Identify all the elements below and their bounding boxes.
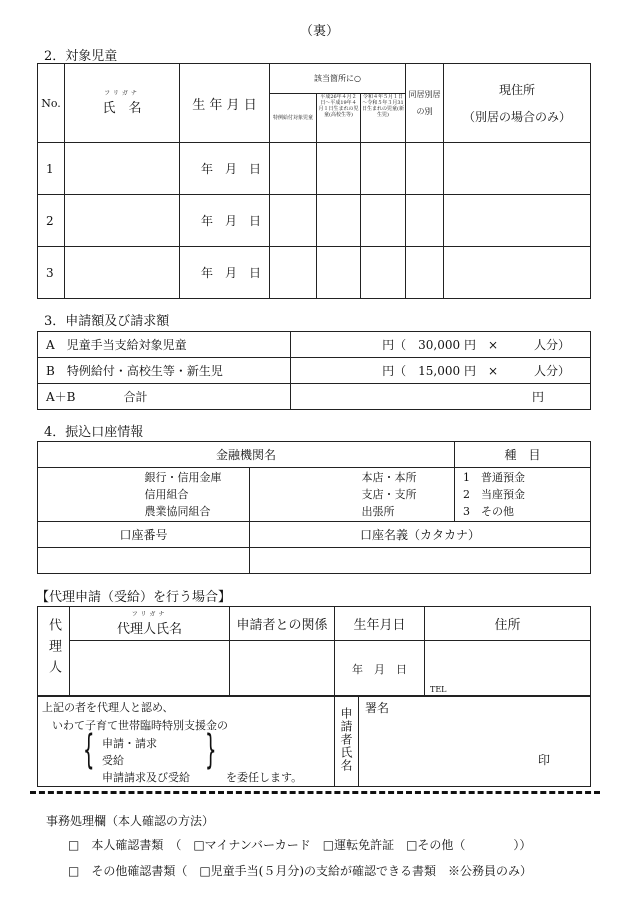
cohab-cell[interactable] (406, 247, 444, 299)
option-both[interactable]: 申請請求及び受給 (102, 771, 190, 784)
address-cell[interactable] (444, 247, 591, 299)
page-mark: （裏） (300, 24, 340, 39)
option-receive[interactable]: 受給 (102, 754, 124, 767)
amount-label-b: B 特例給付・高校生等・新生児 (38, 358, 291, 384)
header-agent-address: 住所 (425, 607, 591, 641)
check-cell[interactable] (361, 247, 406, 299)
signature-label: 署名 (365, 701, 390, 715)
tel-label: TEL (430, 685, 447, 694)
account-number-cell[interactable] (38, 548, 250, 574)
amount-table (37, 331, 591, 410)
header-address-label: 現住所 (499, 83, 536, 97)
applicant-sign-cell[interactable] (359, 696, 591, 787)
check-cell[interactable] (317, 247, 361, 299)
header-institution: 金融機関名 (38, 442, 455, 468)
office-line1[interactable]: □ 本人確認書類 （ □マイナンバーカード □運転免許証 □その他（ ）） (68, 838, 532, 852)
account-types[interactable] (455, 468, 591, 522)
agent-label: 代理人 (38, 607, 70, 697)
check-cell[interactable] (317, 195, 361, 247)
check-cell[interactable] (270, 247, 317, 299)
section-2-title: 2．対象児童 (44, 49, 118, 64)
row-no: 3 (38, 247, 65, 299)
dashed-separator (30, 791, 600, 794)
header-address (444, 64, 591, 143)
table-row (38, 247, 591, 299)
bank-name-cell[interactable] (38, 468, 145, 522)
header-account-number: 口座番号 (38, 522, 250, 548)
address-cell[interactable] (444, 195, 591, 247)
header-agent-name (70, 607, 230, 641)
office-line2[interactable]: □ その他確認書類（ □児童手当(５月分)の支給が確認できる書類 ※公務員のみ） (68, 864, 533, 878)
amount-value-b[interactable]: 円（ 15,000 円 × 人分） (291, 358, 591, 384)
header-account-type: 種 目 (455, 442, 591, 468)
header-special-benefit: 特例給付対象児童 (270, 94, 317, 143)
account-type[interactable]: 2 当座預金 (463, 488, 526, 501)
delegation-end: を委任します。 (226, 771, 303, 784)
header-agent-birth: 生年月日 (335, 607, 425, 641)
relation-cell[interactable] (230, 641, 335, 697)
institution-types (145, 468, 250, 522)
row-no: 2 (38, 195, 65, 247)
amount-label-total: A＋B 合計 (38, 384, 291, 410)
delegation-text (38, 696, 335, 787)
delegation-options (102, 735, 190, 786)
inst-type: 農業協同組合 (144, 505, 211, 518)
seal-label: 印 (537, 753, 550, 767)
account-name-cell[interactable] (250, 548, 591, 574)
cohab-cell[interactable] (406, 143, 444, 195)
header-high-school: 平成26年４月２日～平成19年４月１日生まれの児童(高校生等) (317, 94, 361, 143)
agent-name-ruby: フリガナ (131, 610, 168, 618)
header-cohabitation: 同居別居の別 (406, 64, 444, 143)
branch-name-cell[interactable] (250, 468, 360, 522)
header-address-note: （別居の場合のみ） (463, 110, 572, 124)
branch-types (360, 468, 455, 522)
header-newborn: 令和４年５月１日～令和５年３月31日生まれの児童(新生児) (361, 94, 406, 143)
children-table (37, 63, 591, 299)
proxy-table (37, 606, 591, 697)
header-name (65, 64, 180, 143)
section-4-title: 4．振込口座情報 (44, 425, 144, 440)
delegation-line2: いわて子育て世帯臨時特別支援金の (52, 719, 228, 732)
cohab-cell[interactable] (406, 195, 444, 247)
agent-name-label: 代理人氏名 (116, 621, 182, 637)
option-apply[interactable]: 申請・請求 (102, 737, 157, 750)
header-no: No. (38, 64, 65, 143)
check-cell[interactable] (361, 195, 406, 247)
table-row (38, 195, 591, 247)
amount-value-total[interactable]: 円 (291, 384, 591, 410)
office-title: 事務処理欄（本人確認の方法） (46, 814, 215, 828)
agent-address-cell[interactable] (425, 641, 591, 697)
agent-birthdate[interactable]: 年 月 日 (335, 641, 425, 697)
check-cell[interactable] (270, 143, 317, 195)
table-row (38, 143, 591, 195)
delegation-line1: 上記の者を代理人と認め、 (42, 701, 174, 714)
branch-type: 本店・本所 (361, 471, 417, 484)
check-cell[interactable] (270, 195, 317, 247)
child-birthdate[interactable]: 年 月 日 (180, 195, 270, 247)
proxy-title: 【代理申請（受給）を行う場合】 (36, 590, 232, 605)
bank-table (37, 441, 591, 574)
right-brace: } (204, 727, 217, 773)
child-name-cell[interactable] (65, 143, 180, 195)
header-name-label: 氏 名 (102, 101, 142, 116)
amount-value-a[interactable]: 円（ 30,000 円 × 人分） (291, 332, 591, 358)
inst-type: 信用組合 (144, 488, 189, 501)
account-type[interactable]: 3 その他 (463, 505, 515, 518)
row-no: 1 (38, 143, 65, 195)
check-cell[interactable] (317, 143, 361, 195)
check-cell[interactable] (361, 143, 406, 195)
child-birthdate[interactable]: 年 月 日 (180, 143, 270, 195)
header-birthdate: 生 年 月 日 (180, 64, 270, 143)
header-name-ruby: フリガナ (104, 90, 140, 97)
amount-label-a: A 児童手当支給対象児童 (38, 332, 291, 358)
delegation-table (37, 695, 591, 787)
header-applicable: 該当箇所に○ (270, 64, 406, 94)
child-name-cell[interactable] (65, 247, 180, 299)
section-3-title: 3．申請額及び請求額 (44, 314, 170, 329)
child-name-cell[interactable] (65, 195, 180, 247)
left-brace: { (82, 727, 95, 773)
branch-type: 支店・支所 (361, 488, 417, 501)
account-type[interactable]: 1 普通預金 (463, 471, 526, 484)
header-account-name: 口座名義（カタカナ） (250, 522, 591, 548)
branch-type: 出張所 (361, 505, 395, 518)
child-birthdate[interactable]: 年 月 日 (180, 247, 270, 299)
agent-name-cell[interactable] (70, 641, 230, 697)
inst-type: 銀行・信用金庫 (144, 471, 222, 484)
header-relation: 申請者との関係 (230, 607, 335, 641)
applicant-label: 申請者氏名 (335, 696, 359, 787)
address-cell[interactable] (444, 143, 591, 195)
